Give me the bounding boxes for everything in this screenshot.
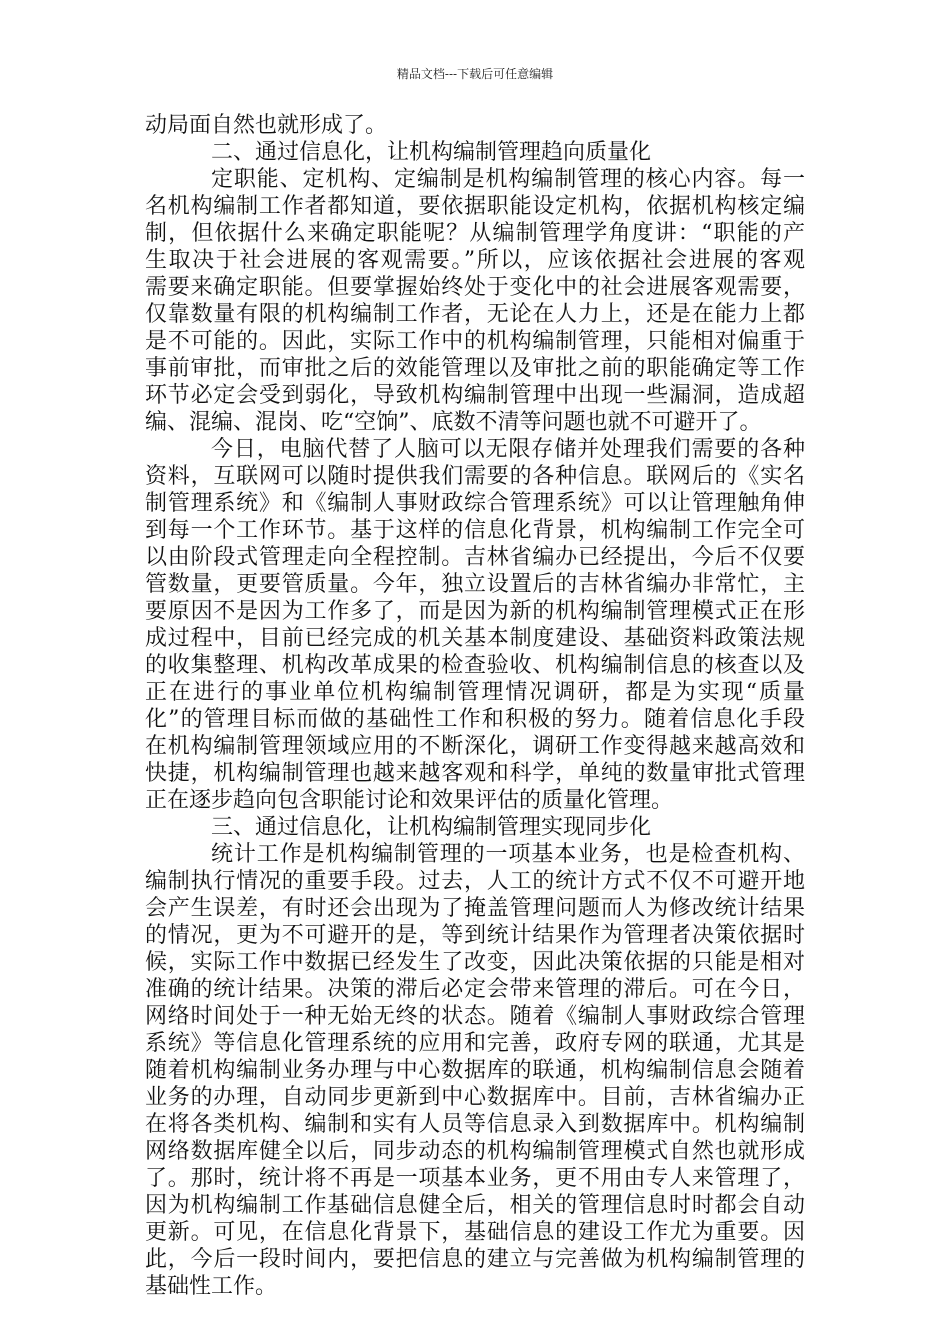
- text-line: 成过程中，目前已经完成的机关基本制度建设、基础资料政策法规: [145, 626, 805, 651]
- text-line: 更新。可见，在信息化背景下，基础信息的建设工作尤为重要。因: [145, 1220, 805, 1245]
- text-line: 需要来确定职能。但要掌握始终处于变化中的社会进展客观需要，: [145, 275, 805, 300]
- text-line: 正在逐步趋向包含职能讨论和效果评估的质量化管理。: [145, 788, 674, 813]
- text-line: 准确的统计结果。决策的滞后必定会带来管理的滞后。可在今日，: [145, 977, 805, 1002]
- text-line: 生取决于社会进展的客观需要。”所以，应该依据社会进展的客观: [145, 248, 805, 273]
- text-line: 在将各类机构、编制和实有人员等信息录入到数据库中。机构编制: [145, 1112, 805, 1137]
- section-heading: 二、通过信息化，让机构编制管理趋向质量化: [211, 140, 652, 165]
- text-line: 业务的办理，自动同步更新到中心数据库中。目前，吉林省编办正: [145, 1085, 805, 1110]
- text-line: 候，实际工作中数据已经发生了改变，因此决策依据的只能是相对: [145, 950, 805, 975]
- text-line: 以由阶段式管理走向全程控制。吉林省编办已经提出，今后不仅要: [145, 545, 805, 570]
- text-line: 系统》等信息化管理系统的应用和完善，政府专网的联通，尤其是: [145, 1031, 805, 1056]
- text-line: 动局面自然也就形成了。: [145, 113, 388, 138]
- text-line: 化”的管理目标而做的基础性工作和积极的努力。随着信息化手段: [145, 707, 805, 732]
- text-line: 此，今后一段时间内，要把信息的建立与完善做为机构编制管理的: [145, 1247, 805, 1272]
- document-body: [145, 112, 805, 1300]
- text-line: 的情况，更为不可避开的是，等到统计结果作为管理者决策依据时: [145, 923, 805, 948]
- text-line: 管数量，更要管质量。今年，独立设置后的吉林省编办非常忙，主: [145, 572, 805, 597]
- text-line: 制，但依据什么来确定职能呢？从编制管理学角度讲：“职能的产: [145, 221, 805, 246]
- text-line: 的收集整理、机构改革成果的检查验收、机构编制信息的核查以及: [145, 653, 805, 678]
- text-line: 在机构编制管理领域应用的不断深化，调研工作变得越来越高效和: [145, 734, 805, 759]
- text-line: 随着机构编制业务办理与中心数据库的联通，机构编制信息会随着: [145, 1058, 805, 1083]
- text-line: 今日，电脑代替了人脑可以无限存储并处理我们需要的各种: [211, 437, 805, 462]
- text-line: 会产生误差，有时还会出现为了掩盖管理问题而人为修改统计结果: [145, 896, 805, 921]
- text-line: 因为机构编制工作基础信息健全后，相关的管理信息时时都会自动: [145, 1193, 805, 1218]
- text-line: 基础性工作。: [145, 1274, 278, 1299]
- text-line: 要原因不是因为工作多了，而是因为新的机构编制管理模式正在形: [145, 599, 805, 624]
- text-line: 到每一个工作环节。基于这样的信息化背景，机构编制工作完全可: [145, 518, 805, 543]
- text-line: 编制执行情况的重要手段。过去，人工的统计方式不仅不可避开地: [145, 869, 805, 894]
- text-line: 是不可能的。因此，实际工作中的机构编制管理，只能相对偏重于: [145, 329, 805, 354]
- section-heading: 三、通过信息化，让机构编制管理实现同步化: [211, 815, 652, 840]
- text-line: 仅靠数量有限的机构编制工作者，无论在人力上，还是在能力上都: [145, 302, 805, 327]
- text-line: 制管理系统》和《编制人事财政综合管理系统》可以让管理触角伸: [145, 491, 805, 516]
- text-line: 定职能、定机构、定编制是机构编制管理的核心内容。每一: [211, 167, 805, 192]
- text-line: 统计工作是机构编制管理的一项基本业务，也是检查机构、: [211, 842, 805, 867]
- text-line: 快捷，机构编制管理也越来越客观和科学，单纯的数量审批式管理: [145, 761, 805, 786]
- text-line: 编、混编、混岗、吃“空饷”、底数不清等问题也就不可避开了。: [145, 410, 762, 435]
- text-line: 正在进行的事业单位机构编制管理情况调研，都是为实现“质量: [145, 680, 805, 705]
- text-line: 网络时间处于一种无始无终的状态。随着《编制人事财政综合管理: [145, 1004, 805, 1029]
- text-line: 名机构编制工作者都知道，要依据职能设定机构，依据机构核定编: [145, 194, 805, 219]
- text-line: 事前审批，而审批之后的效能管理以及审批之前的职能确定等工作: [145, 356, 805, 381]
- text-line: 环节必定会受到弱化，导致机构编制管理中出现一些漏洞，造成超: [145, 383, 805, 408]
- page-header: 精品文档---下载后可任意编辑: [396, 67, 554, 81]
- text-line: 网络数据库健全以后，同步动态的机构编制管理模式自然也就形成: [145, 1139, 805, 1164]
- text-line: 资料，互联网可以随时提供我们需要的各种信息。联网后的《实名: [145, 464, 805, 489]
- text-line: 了。那时，统计将不再是一项基本业务，更不用由专人来管理了，: [145, 1166, 805, 1191]
